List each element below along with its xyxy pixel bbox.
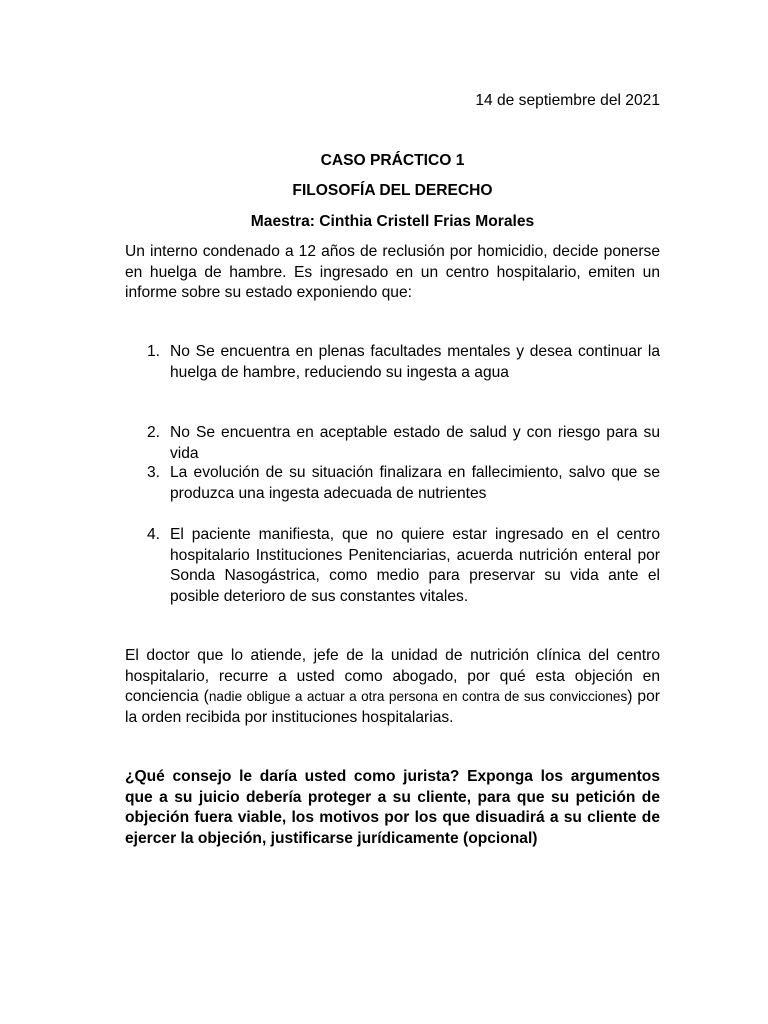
- case-paragraph-part1: El doctor que lo atiende, jefe de la unidad de nutrición clínica del centro hospitalario, recurre a usted como abogado, por qué esta objeción en conciencia (: [125, 647, 660, 705]
- case-paragraph-part3: ) por la orden recibida por instituciones hospitalarias.: [125, 688, 660, 726]
- list-number: 4.: [147, 526, 161, 543]
- case-title: CASO PRÁCTICO 1: [320, 152, 465, 169]
- subject-title: FILOSOFÍA DEL DERECHO: [292, 182, 493, 199]
- case-paragraph-note: nadie obligue a actuar a otra persona en contra de sus convicciones: [208, 689, 628, 704]
- list-text: La evolución de su situación finalizara en fallecimiento, salvo que se produzca una ingesta adecuada de nutrientes: [170, 464, 660, 502]
- list-item: [147, 525, 660, 607]
- case-question: ¿Qué consejo le daría usted como jurista? Exponga los argumentos que a su juicio debería proteger a su cliente, para que su petición de objeción fuera viable, los motivos por los que disuadirá a su cliente de ejercer la objeción, justificarse jurídicamente (opcional): [125, 768, 660, 847]
- list-text: El paciente manifiesta, que no quiere estar ingresado en el centro hospitalario Instituciones Penitenciarias, acuerda nutrición enteral por Sonda Nasogástrica, como medio para preservar su vida ante el posible deterioro de sus constantes vitales.: [170, 526, 660, 605]
- list-number: 3.: [147, 464, 161, 481]
- teacher-name: Maestra: Cinthia Cristell Frias Morales: [250, 213, 535, 230]
- list-item: [147, 342, 660, 383]
- case-paragraph: [125, 646, 660, 728]
- list-text: No Se encuentra en aceptable estado de salud y con riesgo para su vida: [170, 424, 660, 462]
- document-date: 14 de septiembre del 2021: [475, 92, 660, 109]
- list-number: 1.: [147, 343, 161, 360]
- list-item: [147, 463, 660, 504]
- list-text: No Se encuentra en plenas facultades mentales y desea continuar la huelga de hambre, reduciendo su ingesta a agua: [170, 343, 660, 381]
- list-item: [147, 423, 660, 464]
- intro-paragraph: Un interno condenado a 12 años de reclusión por homicidio, decide ponerse en huelga de hambre. Es ingresado en un centro hospitalario, emiten un informe sobre su estado exponiendo que:: [125, 243, 660, 301]
- list-number: 2.: [147, 424, 161, 441]
